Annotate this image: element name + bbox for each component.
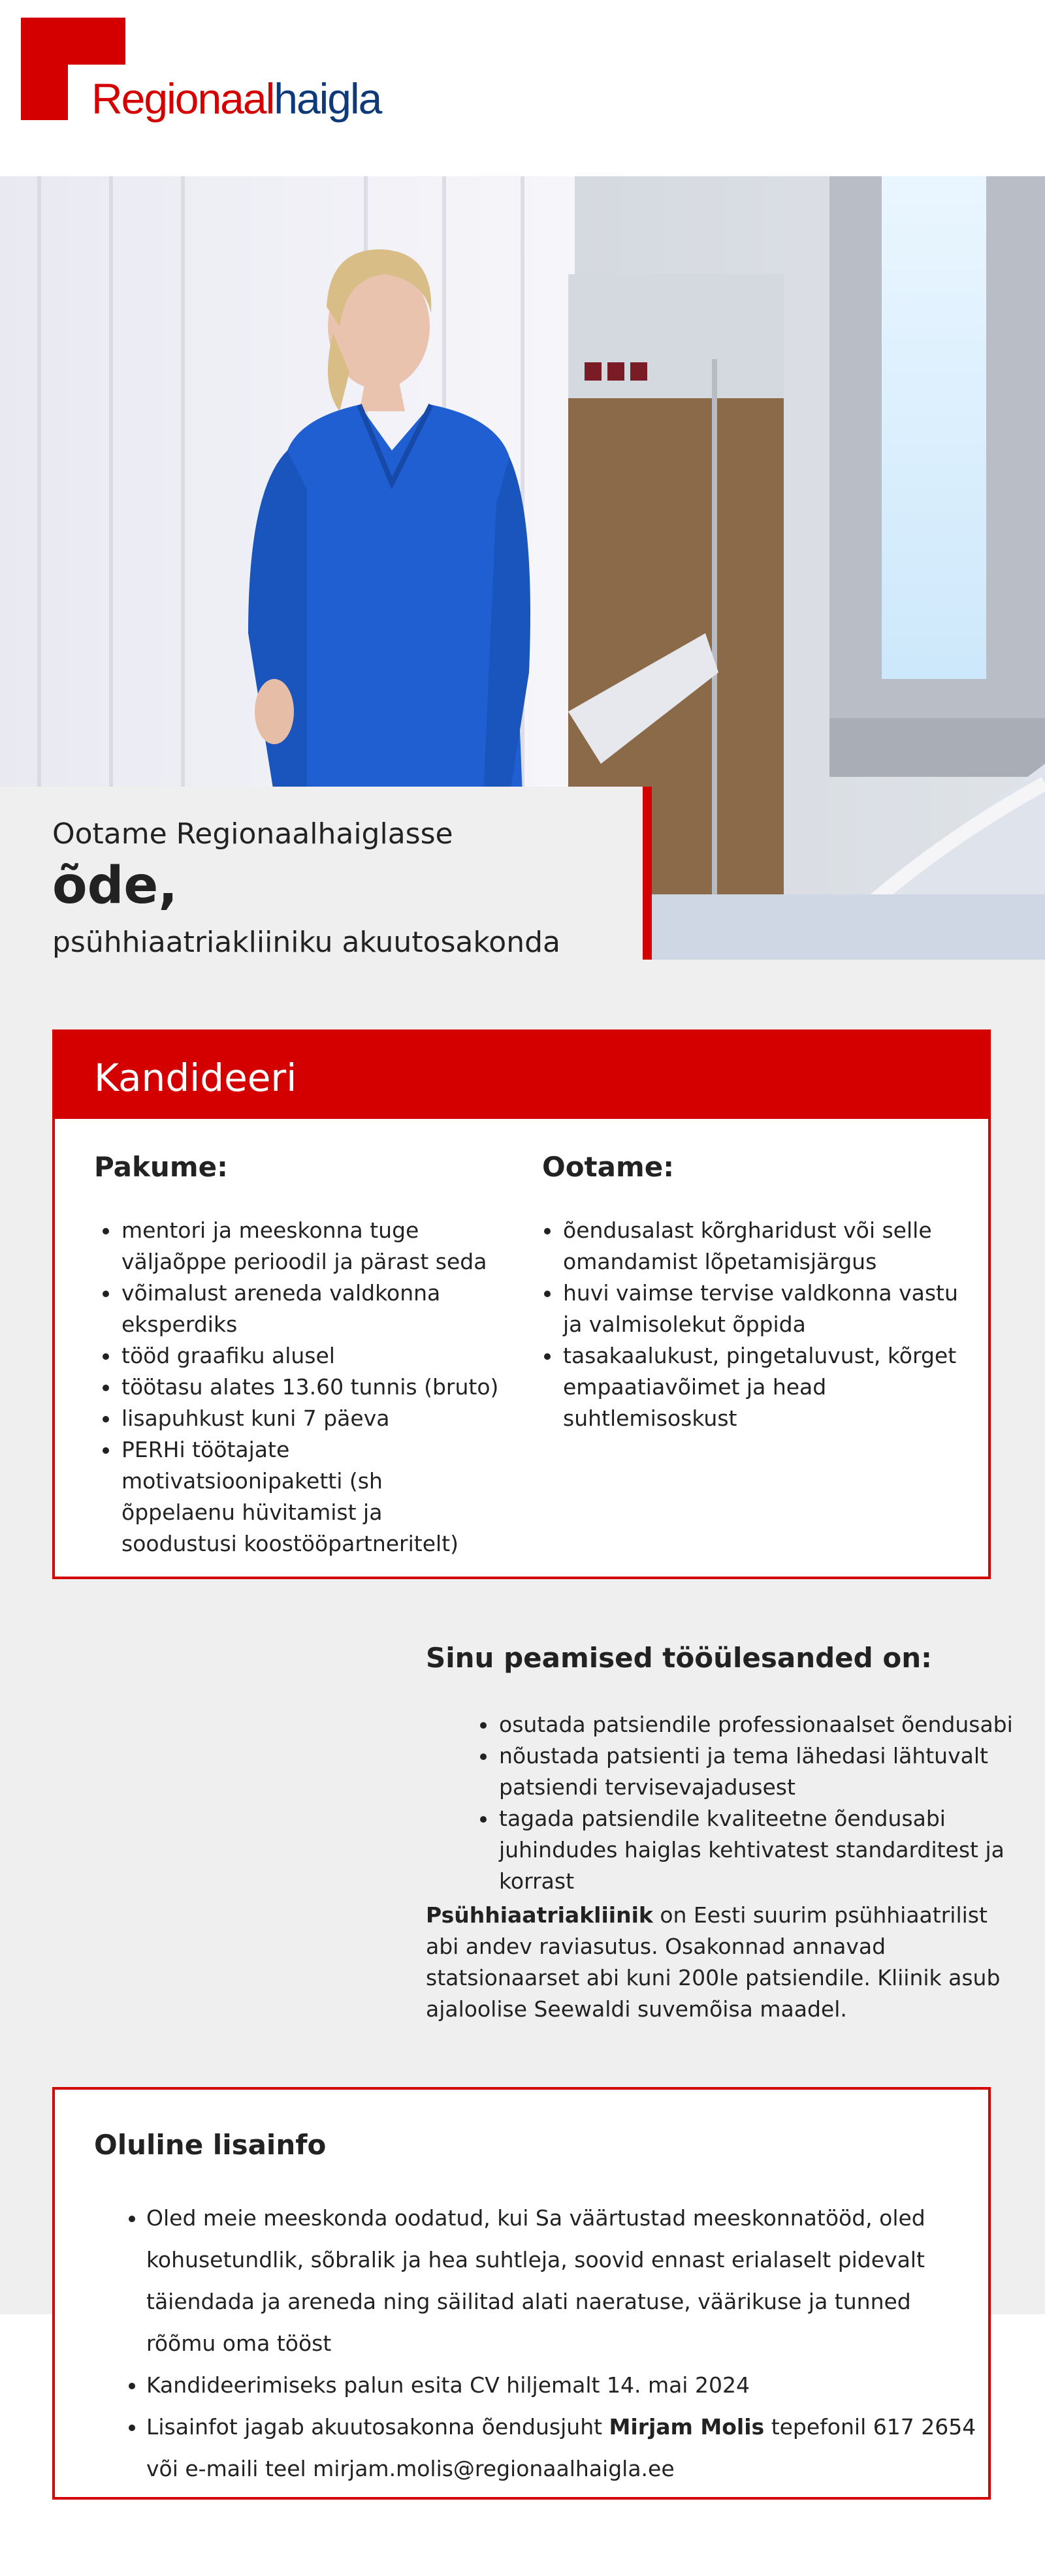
list-item [146, 2406, 982, 2490]
offer-list [101, 1215, 499, 1560]
list-item: • osutada patsiendile professionaalset õendusabi [498, 1709, 1020, 1740]
title-accent-bar [643, 787, 652, 960]
list-item: • lisapuhkust kuni 7 päeva [120, 1403, 499, 1434]
clinic-name: Psühhiaatriakliinik [426, 1902, 653, 1928]
logo-wordmark[interactable] [91, 74, 381, 123]
list-item: • mentori ja meeskonna tuge väljaõppe perioodil ja pärast seda [120, 1215, 499, 1278]
offer-title: Pakume: [94, 1151, 228, 1183]
page-title: õde, [52, 856, 178, 915]
list-item: • võimalust areneda valdkonna eksperdiks [120, 1278, 499, 1340]
list-item: • õendusalast kõrgharidust või selle omandamist lõpetamisjärgus [562, 1215, 960, 1278]
info-list [127, 2197, 982, 2490]
logo-text-part2: haigla [274, 74, 381, 123]
contact-email-link[interactable]: mirjam.molis@regionaalhaigla.ee [313, 2456, 675, 2481]
clinic-description-text: on Eesti suurim psühhiaatrilist abi andev raviasutus. Osakonnad annavad statsionaarset abi kuni 200le patsiendile. Kliinik asub ajaloolise Seewaldi suvemõisa maadel. [426, 1902, 1001, 2022]
title-pretext: Ootame Regionaalhaiglasse [52, 817, 453, 851]
duties-title: Sinu peamised tööülesanded on: [426, 1642, 932, 1674]
apply-card-header[interactable] [55, 1032, 988, 1119]
page-header [0, 0, 1045, 176]
list-item: • tasakaalukust, pingetaluvust, kõrget empaatiavõimet ja head suhtlemisoskust [562, 1340, 960, 1434]
expect-list [542, 1215, 960, 1434]
list-item: • töötasu alates 13.60 tunnis (bruto) [120, 1372, 499, 1403]
list-item: • tagada patsiendile kvaliteetne õendusabi juhindudes haiglas kehtivatest standarditest ja korrast [498, 1803, 1020, 1897]
duties-list [478, 1709, 1020, 1897]
info-card [52, 2087, 991, 2500]
list-item: • Oled meie meeskonda oodatud, kui Sa väärtustad meeskonnatööd, oled kohusetundlik, sõbralik ja hea suhtleja, soovid ennast erialaselt pidevalt täiendada ja areneda ning säilitad alati naeratuse, väärikuse ja tunned rõõmu oma tööst [146, 2197, 982, 2364]
contact-text-a: Lisainfot jagab akuutosakonna õendusjuht [146, 2414, 609, 2440]
apply-button-label[interactable]: Kandideeri [94, 1056, 297, 1100]
list-item: • huvi vaimse tervise valdkonna vastu ja valmisolekut õppida [562, 1278, 960, 1340]
info-title: Oluline lisainfo [94, 2129, 327, 2161]
logo-text-part1: Regionaal [91, 74, 274, 123]
apply-card [52, 1029, 991, 1579]
list-item: • Kandideerimiseks palun esita CV hiljemalt 14. mai 2024 [146, 2364, 982, 2406]
page-subtitle: psühhiaatriakliiniku akuutosakonda [52, 926, 560, 959]
list-item: • PERHi töötajate motivatsioonipaketti (sh õppelaenu hüvitamist ja soodustusi koostööpartneritelt) [120, 1434, 499, 1560]
list-item: • tööd graafiku alusel [120, 1340, 499, 1372]
contact-text-b: tepefonil 617 2654 või e-maili teel [146, 2414, 976, 2481]
list-item: • nõustada patsienti ja tema lähedasi lähtuvalt patsiendi tervisevajadusest [498, 1740, 1020, 1803]
expect-title: Ootame: [542, 1151, 675, 1183]
contact-name: Mirjam Molis [609, 2414, 765, 2440]
clinic-description [426, 1900, 1001, 2025]
